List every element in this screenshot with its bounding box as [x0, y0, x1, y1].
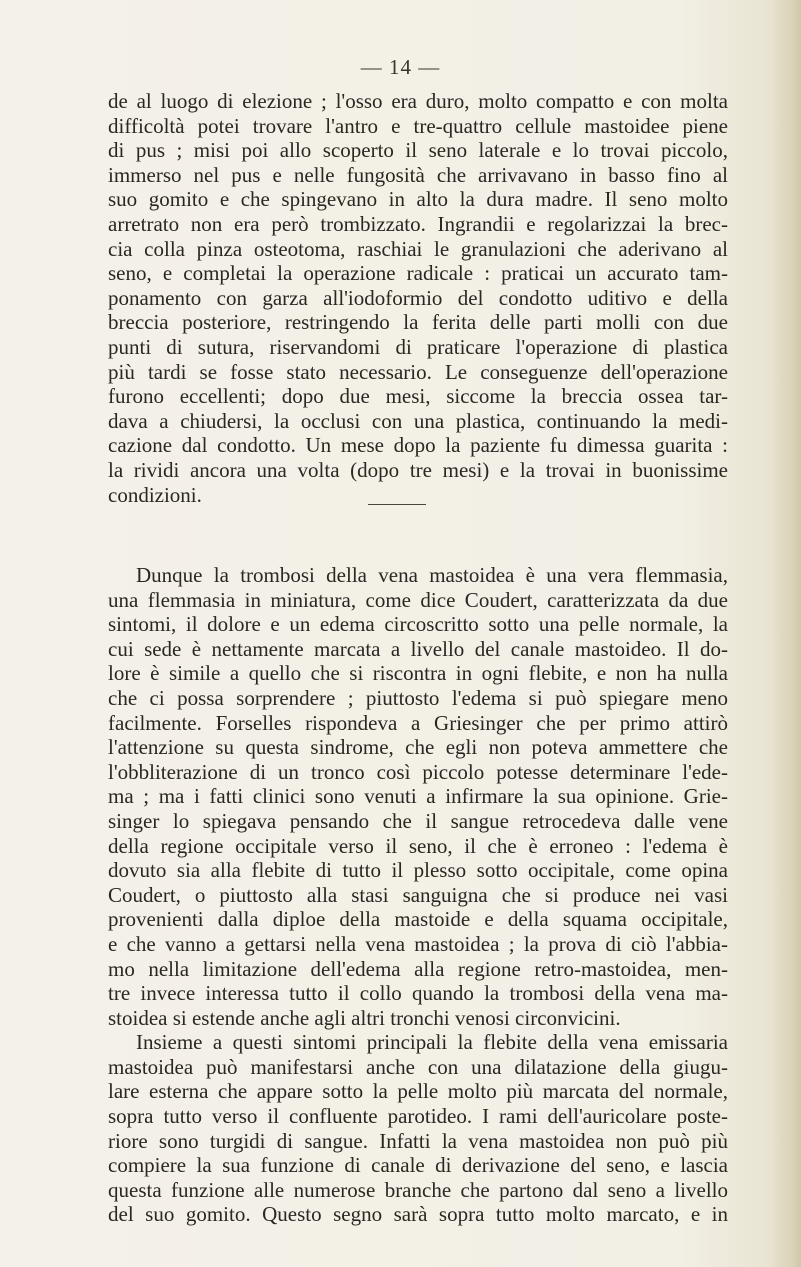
text-line: del suo gomito. Questo segno sarà sopra tutto molto marcato, e in	[108, 1202, 728, 1227]
text-line: della regione occipitale verso il seno, il che è erroneo : l'edema è	[108, 833, 728, 858]
text-line: mastoidea può manifestarsi anche con una dilatazione della giugu-	[108, 1054, 728, 1079]
text-line: dovuto sia alla flebite di tutto il plesso sotto occipitale, come opina	[108, 858, 728, 883]
text-line: cia colla pinza osteotoma, raschiai le granulazioni che aderivano al	[108, 236, 728, 261]
text-line: mo nella limitazione dell'edema alla regione retro-mastoidea, men-	[108, 956, 728, 981]
text-line: Insieme a questi sintomi principali la flebite della vena emissaria	[136, 1030, 728, 1055]
page-edge-shadow	[773, 0, 801, 1267]
text-line: stoidea si estende anche agli altri tronchi venosi circonvicini.	[108, 1005, 621, 1030]
text-line: dava a chiudersi, la occlusi con una plastica, continuando la medi-	[108, 408, 728, 433]
text-line: ponamento con garza all'iodoformio del condotto uditivo e della	[108, 285, 728, 310]
text-line: più tardi se fosse stato necessario. Le conseguenze dell'operazione	[108, 359, 728, 384]
text-line: arretrato non era però trombizzato. Ingrandii e regolarizzai la brec-	[108, 211, 728, 236]
text-line: una flemmasia in miniatura, come dice Coudert, caratterizzata da due	[108, 587, 728, 612]
text-line: cui sede è nettamente marcata a livello del canale mastoideo. Il do-	[108, 636, 728, 661]
text-line: immerso nel pus e nelle fungosità che arrivavano in basso fino al	[108, 162, 728, 187]
text-line: furono eccellenti; dopo due mesi, siccome la breccia ossea tar-	[108, 384, 728, 409]
text-line: sopra tutto verso il confluente parotideo. I rami dell'auricolare poste-	[108, 1104, 728, 1129]
text-line: cazione dal condotto. Un mese dopo la paziente fu dimessa guarita :	[108, 433, 728, 458]
text-line: riore sono turgidi di sangue. Infatti la vena mastoidea non può più	[108, 1128, 728, 1153]
text-line: de al luogo di elezione ; l'osso era duro, molto compatto e con molta	[108, 89, 728, 113]
text-line: che ci possa sorprendere ; piuttosto l'edema si può spiegare meno	[108, 685, 728, 710]
text-line: condizioni.	[108, 482, 202, 507]
text-line: facilmente. Forselles rispondeva a Griesinger che per primo attirò	[108, 710, 728, 735]
text-line: e che vanno a gettarsi nella vena mastoidea ; la prova di ciò l'abbia-	[108, 931, 728, 956]
text-line: di pus ; misi poi allo scoperto il seno laterale e lo trovai piccolo,	[108, 138, 728, 163]
text-line: singer lo spiegava pensando che il sangue retrocedeva dalle vene	[108, 808, 728, 833]
text-line: lare esterna che appare sotto la pelle molto più marcata del normale,	[108, 1079, 728, 1104]
text-line: tre invece interessa tutto il collo quando la trombosi della vena ma-	[108, 981, 728, 1006]
text-line: breccia posteriore, restringendo la ferita delle parti molli con due	[108, 310, 728, 335]
paragraph-discussion	[108, 563, 728, 1227]
text-line: suo gomito e che spingevano in alto la dura madre. Il seno molto	[108, 187, 728, 212]
text-line: la rividi ancora una volta (dopo tre mesi) e la trovai in buonissime	[108, 457, 728, 482]
text-line: compiere la sua funzione di canale di derivazione del seno, e lascia	[108, 1153, 728, 1178]
page-number: — 14 —	[360, 55, 441, 79]
text-line: l'obbliterazione di un tronco così piccolo potesse determinare l'ede-	[108, 759, 728, 784]
text-line: ma ; ma i fatti clinici sono venuti a infirmare la sua opinione. Grie-	[108, 784, 728, 809]
text-line: l'attenzione su questa sindrome, che egli non poteva ammettere che	[108, 735, 728, 760]
text-line: questa funzione alle numerose branche che partono dal seno a livello	[108, 1177, 728, 1202]
text-line: lore è simile a quello che si riscontra in ogni flebite, e non ha nulla	[108, 661, 728, 686]
text-line: provenienti dalla diploe della mastoide e della squama occipitale,	[108, 907, 728, 932]
paragraph-case-report	[108, 89, 728, 507]
text-line: Dunque la trombosi della vena mastoidea è una vera flemmasia,	[136, 563, 728, 587]
text-line: seno, e completai la operazione radicale : praticai un accurato tam-	[108, 261, 728, 286]
text-line: Coudert, o piuttosto alla stasi sanguigna che si produce nei vasi	[108, 882, 728, 907]
section-separator	[368, 504, 426, 505]
text-line: punti di sutura, riservandomi di praticare l'operazione di plastica	[108, 334, 728, 359]
text-line: difficoltà potei trovare l'antro e tre-quattro cellule mastoidee piene	[108, 113, 728, 138]
text-line: sintomi, il dolore e un edema circoscritto sotto una pelle normale, la	[108, 612, 728, 637]
